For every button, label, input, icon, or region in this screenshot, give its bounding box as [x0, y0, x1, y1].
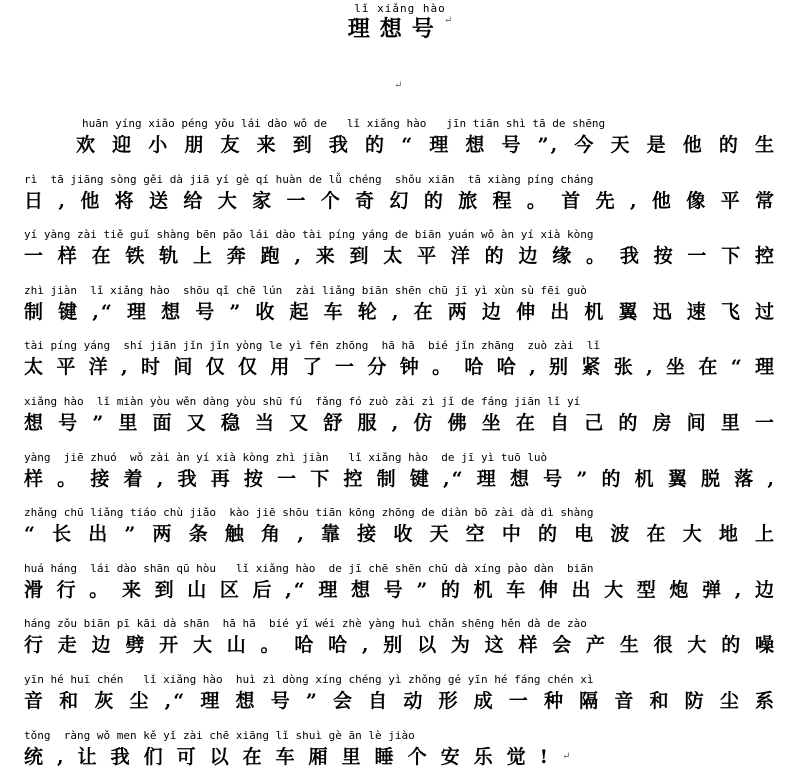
hanzi-line-text: 统,让我们可以在车厢里睡个安乐觉! [24, 745, 562, 768]
pinyin-line: tǒng ràng wǒ men kě yǐ zài chē xiāng lǐ shuì gè ān lè jiào [24, 728, 415, 742]
paragraph-mark-icon: ↵ [443, 15, 453, 26]
text-line [24, 115, 776, 171]
text-line [24, 560, 776, 616]
hanzi-line: 行走边劈开大山。哈哈,别以为这样会产生很大的噪 [24, 634, 776, 657]
hanzi-line: 一样在铁轨上奔跑,来到太平洋的边缘。我按一下控 [24, 245, 776, 268]
text-line [24, 504, 776, 560]
title-block [0, 2, 800, 43]
pinyin-line: háng zǒu biān pī kāi dà shān hā hā bié yǐ wéi zhè yàng huì chǎn shēng hěn dà de zào [24, 617, 587, 631]
hanzi-line: 滑行。来到山区后,“理想号”的机车伸出大型炮弹,边 [24, 578, 776, 601]
document-body [24, 115, 776, 782]
pinyin-line: zhǎng chū liǎng tiáo chù jiǎo kào jiē shōu tiān kōng zhōng de diàn bō zài dà dì shàng [24, 506, 594, 520]
pinyin-line: yīn hé huī chén lǐ xiǎng hào huì zì dòng xíng chéng yì zhǒng gé yīn hé fáng chén xì [24, 672, 594, 686]
title-pinyin: lǐ xiǎng hào [354, 2, 446, 15]
pinyin-line: huá háng lái dào shān qū hòu lǐ xiǎng hào de jī chē shēn chū dà xíng pào dàn biān [24, 561, 594, 575]
pinyin-line: yí yàng zài tiě guǐ shàng bēn pǎo lái dào tài píng yáng de biān yuán wǒ àn yí xià kòng [24, 228, 594, 242]
paragraph-mark-icon: ↵ [561, 750, 571, 762]
hanzi-line: 太平洋,时间仅仅用了一分钟。哈哈,别紧张,坐在“理 [24, 356, 776, 379]
hanzi-line: 日,他将送给大家一个奇幻的旅程。首先,他像平常 [24, 189, 776, 212]
pinyin-line: yàng jiē zhuó wǒ zài àn yí xià kòng zhì jiàn lǐ xiǎng hào de jī yì tuō luò [24, 450, 548, 464]
pinyin-line: rì tā jiāng sòng gěi dà jiā yí gè qí huàn de lǚ chéng shǒu xiān tā xiàng píng cháng [24, 172, 594, 186]
pinyin-line: zhì jiàn lǐ xiǎng hào shōu qǐ chē lún zài liǎng biān shēn chū jī yì xùn sù fēi guò [24, 283, 587, 297]
text-line [24, 727, 776, 782]
text-line [24, 615, 776, 671]
pinyin-line: xiǎng hào lǐ miàn yòu wěn dàng yòu shū fú fǎng fó zuò zài zì jǐ de fáng jiān lǐ yí [24, 394, 581, 408]
hanzi-line: 欢迎小朋友来到我的“理想号”,今天是他的生 [76, 134, 776, 156]
text-line [24, 226, 776, 282]
paragraph-mark-icon: ↵ [394, 80, 403, 91]
hanzi-line [24, 744, 776, 770]
hanzi-line: 音和灰尘,“理想号”会自动形成一种隔音和防尘系 [24, 689, 776, 712]
text-line [24, 449, 776, 505]
hanzi-line: 想号”里面又稳当又舒服,仿佛坐在自己的房间里一 [24, 411, 776, 434]
hanzi-line: 制键,“理想号”收起车轮,在两边伸出机翼迅速飞过 [24, 300, 776, 323]
text-line [24, 671, 776, 727]
text-line [24, 171, 776, 227]
pinyin-line: huān yíng xiǎo péng yǒu lái dào wǒ de lǐ xiǎng hào jīn tiān shì tā de shēng [82, 117, 606, 130]
hanzi-line: “长出”两条触角,靠接收天空中的电波在大地上 [24, 523, 776, 546]
pinyin-line: tài píng yáng shí jiān jǐn jǐn yòng le yì fēn zhōng hā hā bié jǐn zhāng zuò zài lǐ [24, 339, 601, 353]
text-line [24, 393, 776, 449]
page-title: 理想号 [347, 16, 444, 42]
hanzi-line: 样。接着,我再按一下控制键,“理想号”的机翼脱落, [24, 467, 776, 490]
text-line [24, 282, 776, 338]
text-line [24, 337, 776, 393]
